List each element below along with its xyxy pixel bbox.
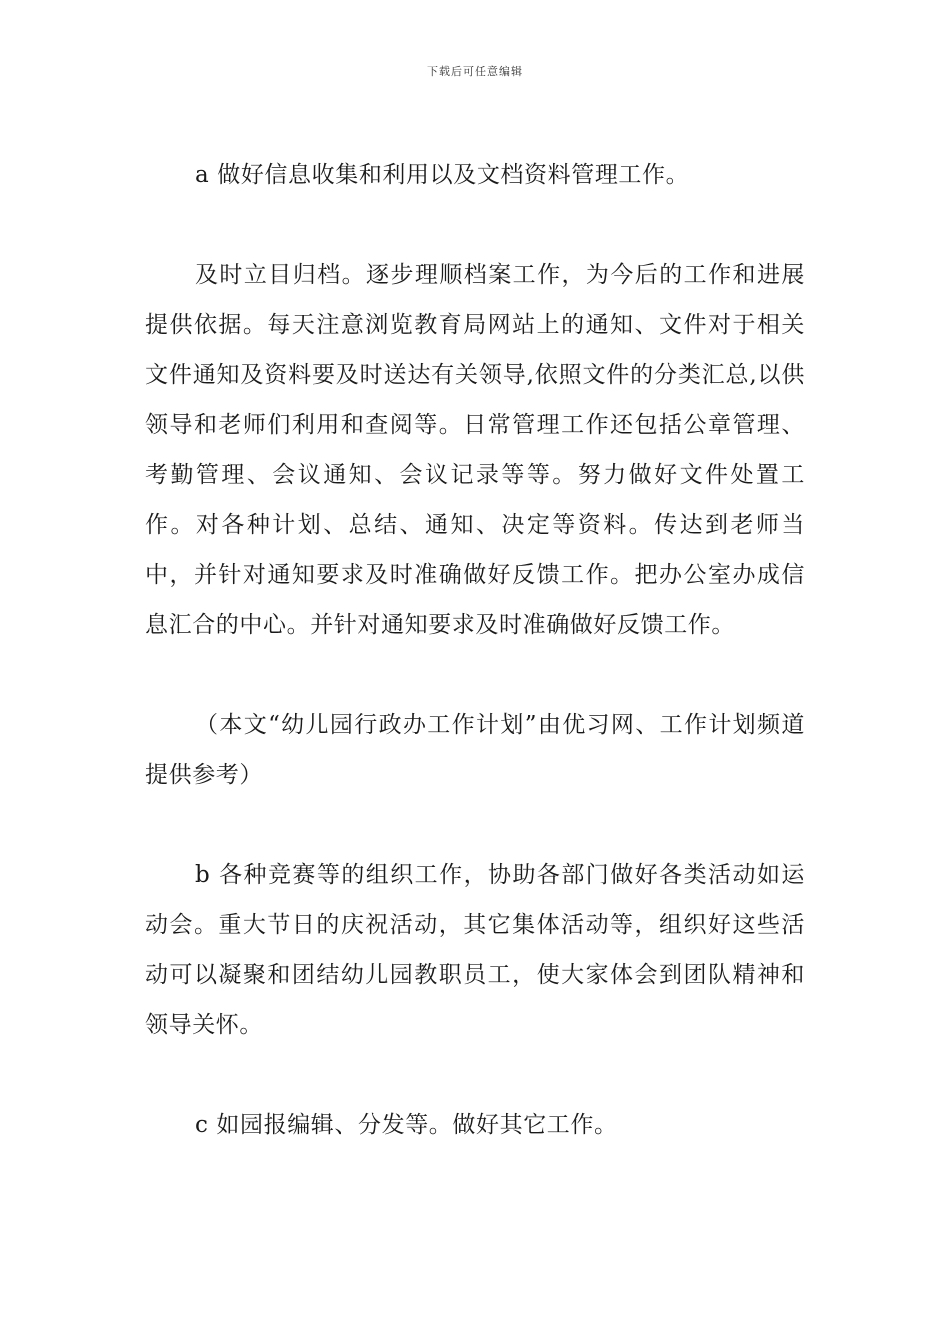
paragraph-gap bbox=[145, 200, 805, 250]
paragraph-archive: 及时立目归档。逐步理顺档案工作，为今后的工作和进展提供依据。每天注意浏览教育局网站上的通知、文件对于相关文件通知及资料要及时送达有关领导,依照文件的分类汇总,以供领导和老师们利用和查阅等。日常管理工作还包括公章管理、考勤管理、会议通知、会议记录等等。努力做好文件处置工作。对各种计划、总结、通知、决定等资料。传达到老师当中，并针对通知要求及时准确做好反馈工作。把办公室办成信息汇合的中心。并针对通知要求及时准确做好反馈工作。 bbox=[145, 262, 805, 638]
paragraph-c: c 如园报编辑、分发等。做好其它工作。 bbox=[195, 1112, 618, 1138]
paragraph-gap bbox=[145, 1050, 805, 1100]
paragraph-source-note: （本文“幼儿园行政办工作计划”由优习网、工作计划频道提供参考） bbox=[145, 712, 805, 788]
paragraph-gap bbox=[145, 800, 805, 850]
paragraph-gap bbox=[145, 650, 805, 700]
document-body bbox=[145, 150, 805, 1150]
paragraph-a: a 做好信息收集和利用以及文档资料管理工作。 bbox=[195, 162, 690, 188]
page-header: 下载后可任意编辑 bbox=[427, 65, 523, 78]
paragraph-b: b 各种竞赛等的组织工作，协助各部门做好各类活动如运动会。重大节日的庆祝活动，其它集体活动等，组织好这些活动可以凝聚和团结幼儿园教职员工，使大家体会到团队精神和领导关怀。 bbox=[145, 862, 805, 1038]
